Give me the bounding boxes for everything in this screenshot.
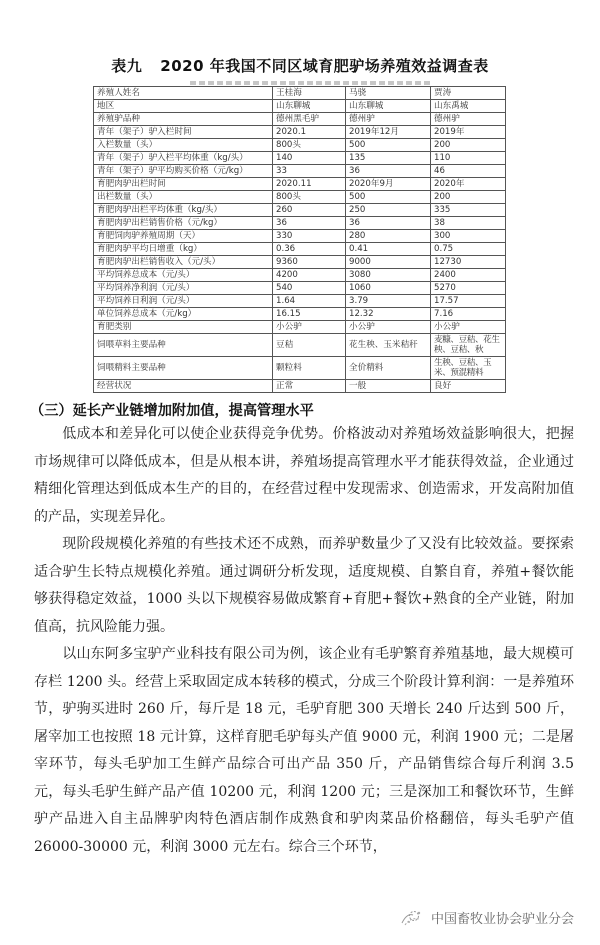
row-label-cell: 平均饲养总成本（元/头）: [94, 269, 273, 282]
table-row: [94, 357, 506, 380]
value-cell: 豆秸: [273, 334, 346, 357]
value-cell: 生秧、豆秸、玉米、预混精料: [431, 357, 506, 380]
value-cell: 500: [346, 191, 431, 204]
row-label-cell: 育肥肉驴出栏销售收入（元/头）: [94, 256, 273, 269]
paragraph-3: [34, 641, 574, 861]
value-cell: 德州驴: [431, 113, 506, 126]
table-row: [94, 295, 506, 308]
value-cell: 0.75: [431, 243, 506, 256]
value-cell: 2019年12月: [346, 126, 431, 139]
value-cell: 46: [431, 165, 506, 178]
value-cell: 250: [346, 204, 431, 217]
value-cell: 16.15: [273, 308, 346, 321]
watermark: [395, 908, 574, 927]
paragraph-2-text: 现阶段规模化养殖的有些技术还不成熟，而养驴数量少了又没有比较效益。要探索适合驴生长特点规模化养殖。通过调研分析发现，适度规模、自繁自育，养殖+餐饮能够获得稳定效益，1000 头以下规模容易做成繁育+育肥+餐饮+熟食的全产业链，附加值高，抗风险能力强。: [34, 536, 574, 635]
row-label-cell: 入栏数量（头）: [94, 139, 273, 152]
row-label-cell: 青年（架子）驴入栏时间: [94, 126, 273, 139]
value-cell: 1060: [346, 282, 431, 295]
value-cell: 4200: [273, 269, 346, 282]
wechat-official-account-icon: [399, 909, 425, 927]
value-cell: 2020年: [431, 178, 506, 191]
survey-table-body: [94, 87, 506, 393]
value-cell: 12.32: [346, 308, 431, 321]
table-row: [94, 126, 506, 139]
value-cell: 9360: [273, 256, 346, 269]
value-cell: 260: [273, 204, 346, 217]
table-title: [0, 55, 600, 76]
value-cell: 2020.1: [273, 126, 346, 139]
table-row: [94, 321, 506, 334]
value-cell: 2020年9月: [346, 178, 431, 191]
value-cell: 王桂海: [273, 87, 346, 100]
row-label-cell: 饲喂草料主要品种: [94, 334, 273, 357]
table-row: [94, 230, 506, 243]
table-row: [94, 113, 506, 126]
value-cell: 良好: [431, 380, 506, 393]
value-cell: 36: [346, 165, 431, 178]
value-cell: 140: [273, 152, 346, 165]
table-row: [94, 100, 506, 113]
value-cell: 330: [273, 230, 346, 243]
value-cell: 200: [431, 139, 506, 152]
watermark-text: 中国畜牧业协会驴业分会: [431, 912, 575, 927]
row-label-cell: 育肥肉驴出栏平均体重（kg/头）: [94, 204, 273, 217]
row-label-cell: 青年（架子）驴平均购买价格（元/kg）: [94, 165, 273, 178]
value-cell: 2400: [431, 269, 506, 282]
value-cell: 花生秧、玉米秸秆: [346, 334, 431, 357]
table-row: [94, 152, 506, 165]
value-cell: 麦糠、豆秸、花生秧、豆秸、秋: [431, 334, 506, 357]
value-cell: 9000: [346, 256, 431, 269]
value-cell: 颗粒料: [273, 357, 346, 380]
value-cell: 33: [273, 165, 346, 178]
row-label-cell: 平均饲养日利润（元/头）: [94, 295, 273, 308]
row-label-cell: 育肥肉驴出栏时间: [94, 178, 273, 191]
value-cell: 36: [273, 217, 346, 230]
body-text: [30, 401, 574, 861]
value-cell: 山东聊城: [346, 100, 431, 113]
row-label-cell: 育肥肉驴出栏销售价格（元/kg）: [94, 217, 273, 230]
value-cell: 德州黑毛驴: [273, 113, 346, 126]
table-row: [94, 178, 506, 191]
value-cell: 1.64: [273, 295, 346, 308]
table-row: [94, 334, 506, 357]
table-row: [94, 191, 506, 204]
value-cell: 800头: [273, 191, 346, 204]
faint-header-residue: [190, 81, 430, 85]
row-label-cell: 平均饲养净利润（元/头）: [94, 282, 273, 295]
value-cell: 正常: [273, 380, 346, 393]
table-row: [94, 139, 506, 152]
table-row: [94, 256, 506, 269]
row-label-cell: 育肥肉驴平均日增重（kg）: [94, 243, 273, 256]
value-cell: 7.16: [431, 308, 506, 321]
value-cell: 280: [346, 230, 431, 243]
table-row: [94, 243, 506, 256]
table-row: [94, 282, 506, 295]
value-cell: 贾涛: [431, 87, 506, 100]
value-cell: 0.36: [273, 243, 346, 256]
value-cell: 2020.11: [273, 178, 346, 191]
table-row: [94, 380, 506, 393]
value-cell: 全价精料: [346, 357, 431, 380]
table-row: [94, 165, 506, 178]
value-cell: 135: [346, 152, 431, 165]
value-cell: 3.79: [346, 295, 431, 308]
value-cell: 17.57: [431, 295, 506, 308]
section-heading: （三）延长产业链增加附加值，提高管理水平: [30, 403, 314, 419]
row-label-cell: 经营状况: [94, 380, 273, 393]
value-cell: 马骁: [346, 87, 431, 100]
survey-table: [93, 86, 506, 393]
value-cell: 800头: [273, 139, 346, 152]
row-label-cell: 育肥饲肉驴养殖周期（天）: [94, 230, 273, 243]
paragraph-3-text: 以山东阿多宝驴产业科技有限公司为例，该企业有毛驴繁育养殖基地，最大规模可存栏 1200 头。经营上采取固定成本转移的模式，分成三个阶段计算利润：一是养殖环节，驴驹买进时 260 斤，每斤是 18 元，毛驴育肥 300 天增长 240 斤达到 500 斤，屠宰加工也按照 18 元计算，这样育肥毛驴每头产值 9000 元，利润 1900 元；二是屠宰环节，每头毛驴加工生鲜产品综合可出产品 350 斤，产品销售综合每斤利润 3.5 元，每头毛驴生鲜产品产值 10200 元，利润 1200 元；三是深加工和餐饮环节，生鲜驴产品进入自主品牌驴肉特色酒店制作成熟食和驴肉菜品价格翻倍，每头毛驴产值 26000-30000 元，利润 3000 元左右。综合三个环节，: [34, 646, 574, 855]
value-cell: 山东聊城: [273, 100, 346, 113]
paragraph-1-text: 低成本和差异化可以使企业获得竞争优势。价格波动对养殖场效益影响很大，把握市场规律可以降低成本，但是从根本讲，养殖场提高管理水平才能获得效益，企业通过精细化管理达到低成本生产的目的，在经营过程中发现需求、创造需求，开发高附加值的产品，实现差异化。: [34, 426, 574, 525]
value-cell: 5270: [431, 282, 506, 295]
table-row: [94, 87, 506, 100]
row-label-cell: 养殖驴品种: [94, 113, 273, 126]
value-cell: 110: [431, 152, 506, 165]
value-cell: 山东禹城: [431, 100, 506, 113]
table-row: [94, 269, 506, 282]
row-label-cell: 地区: [94, 100, 273, 113]
value-cell: 12730: [431, 256, 506, 269]
value-cell: 500: [346, 139, 431, 152]
table-row: [94, 204, 506, 217]
table-title-label: 表九: [111, 57, 143, 75]
value-cell: 200: [431, 191, 506, 204]
value-cell: 德州驴: [346, 113, 431, 126]
paragraph-1: [34, 421, 574, 531]
row-label-cell: 出栏数量（头）: [94, 191, 273, 204]
row-label-cell: 饲喂精料主要品种: [94, 357, 273, 380]
value-cell: 一般: [346, 380, 431, 393]
value-cell: 0.41: [346, 243, 431, 256]
table-row: [94, 217, 506, 230]
value-cell: 小公驴: [431, 321, 506, 334]
value-cell: 38: [431, 217, 506, 230]
table-title-text: 2020 年我国不同区域育肥驴场养殖效益调查表: [160, 57, 489, 75]
value-cell: 540: [273, 282, 346, 295]
paragraph-2: [34, 531, 574, 641]
value-cell: 335: [431, 204, 506, 217]
row-label-cell: 单位饲养总成本（元/kg）: [94, 308, 273, 321]
value-cell: 300: [431, 230, 506, 243]
value-cell: 3080: [346, 269, 431, 282]
row-label-cell: 育肥类别: [94, 321, 273, 334]
value-cell: 小公驴: [346, 321, 431, 334]
value-cell: 36: [346, 217, 431, 230]
row-label-cell: 青年（架子）驴入栏平均体重（kg/头）: [94, 152, 273, 165]
table-row: [94, 308, 506, 321]
value-cell: 小公驴: [273, 321, 346, 334]
row-label-cell: 养殖人姓名: [94, 87, 273, 100]
value-cell: 2019年: [431, 126, 506, 139]
